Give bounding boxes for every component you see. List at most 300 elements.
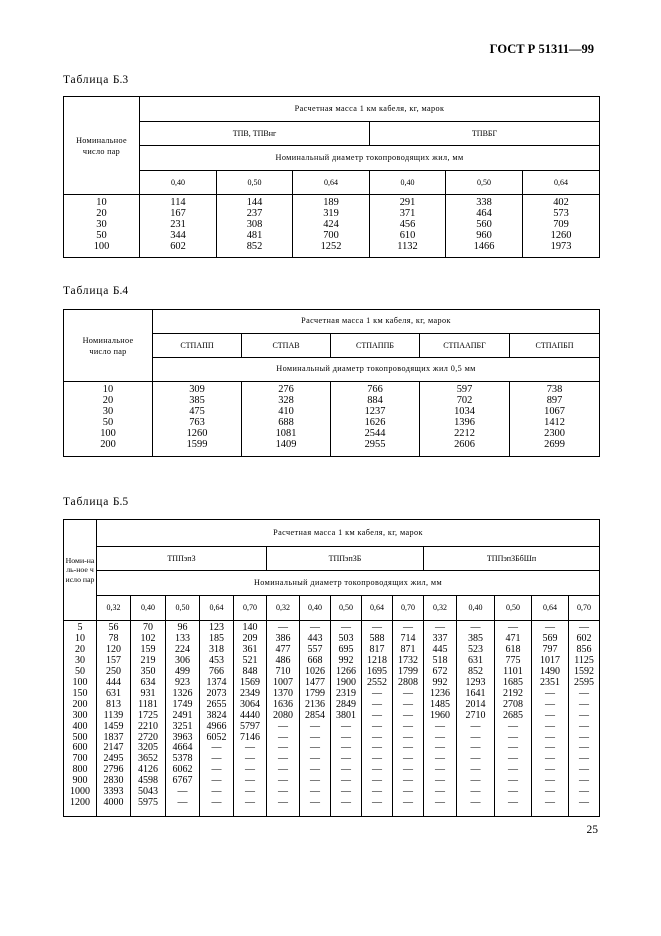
mass-value: — — [278, 731, 288, 743]
mass-value: — — [435, 731, 445, 743]
mass-value: 672 — [432, 665, 448, 677]
mass-value: 456 — [399, 219, 416, 231]
mass-value: 2655 — [206, 698, 227, 710]
mass-value: — — [278, 786, 288, 798]
mass-value: — — [508, 622, 518, 633]
mass-value: 848 — [242, 665, 258, 677]
mass-value: — — [211, 775, 222, 787]
mass-value: 2080 — [273, 709, 293, 721]
mass-value: — — [211, 742, 222, 754]
diameter-header: Номинальный диаметр токопроводящих жил, мм — [97, 571, 600, 596]
mass-value: — — [211, 764, 222, 776]
pair-count: 1000 — [70, 786, 90, 798]
table-b3 — [63, 96, 600, 258]
caption-word: Таблица — [63, 496, 110, 508]
mass-value: 5043 — [138, 786, 158, 798]
mass-value: 6062 — [172, 764, 193, 776]
mass-value: — — [579, 687, 590, 699]
mass-value: — — [177, 786, 188, 798]
mass-header: Расчетная масса 1 км кабеля, кг, марок — [140, 97, 600, 122]
mass-value: — — [403, 709, 413, 721]
mass-value: — — [372, 775, 382, 787]
mass-value: 1007 — [273, 676, 293, 688]
mass-value: 3652 — [138, 753, 158, 765]
mass-value: 1026 — [305, 665, 325, 677]
mass-value: 306 — [175, 654, 190, 666]
mass-value: 521 — [242, 654, 258, 666]
table-b5 — [63, 519, 600, 817]
value-column — [495, 621, 532, 817]
diameter-cell: 0,50 — [331, 596, 362, 621]
mass-value: — — [278, 775, 288, 787]
mass-value: — — [508, 764, 518, 776]
mass-value: — — [310, 764, 320, 776]
mass-value: — — [435, 786, 445, 798]
mass-value: 923 — [175, 676, 190, 688]
mass-value: 2685 — [503, 709, 523, 721]
mass-value: 2192 — [503, 687, 523, 699]
value-column — [267, 621, 300, 817]
mass-value: 4598 — [138, 775, 158, 787]
mass-value: — — [403, 775, 413, 787]
mass-value: 1960 — [430, 709, 450, 721]
mass-value: 1626 — [364, 417, 386, 429]
pair-count: 900 — [72, 775, 88, 787]
mass-value: 1326 — [172, 687, 193, 699]
mass-value: 1685 — [503, 676, 523, 688]
mass-value: 464 — [476, 208, 492, 220]
pair-count: 10 — [75, 632, 85, 644]
mass-value: — — [403, 753, 413, 765]
pair-count: 5 — [77, 622, 83, 633]
mass-value: — — [211, 753, 222, 765]
mass-value: 424 — [323, 219, 339, 231]
mass-value: 1466 — [473, 241, 495, 253]
pair-count: 20 — [102, 395, 114, 407]
mass-value: — — [545, 775, 555, 787]
mass-value: 610 — [399, 230, 416, 242]
mass-value: — — [372, 764, 382, 776]
mass-value: 2606 — [454, 439, 475, 451]
mass-value: — — [470, 786, 481, 798]
mass-value: — — [435, 775, 445, 787]
mass-value: 557 — [307, 643, 323, 655]
mass-value: — — [403, 786, 413, 798]
mass-value: 1459 — [103, 720, 124, 732]
mass-value: 1485 — [430, 698, 450, 710]
pair-count: 200 — [100, 439, 116, 451]
pair-count: 150 — [72, 687, 88, 699]
mass-value: — — [211, 786, 222, 798]
value-column — [569, 621, 600, 817]
mass-value: 444 — [106, 676, 121, 688]
mass-value: 1837 — [103, 731, 124, 743]
mass-value: 96 — [177, 622, 188, 633]
mass-value: — — [278, 720, 288, 732]
mass-value: 766 — [209, 665, 224, 677]
mass-value: 871 — [400, 643, 416, 655]
mass-value: 2147 — [103, 742, 124, 754]
value-column — [97, 621, 131, 817]
mass-value: 1799 — [305, 687, 325, 699]
mass-value: — — [545, 720, 555, 732]
mass-value: — — [278, 622, 288, 633]
mass-value: 2300 — [544, 428, 565, 440]
mass-value: 2552 — [367, 676, 387, 688]
mass-value: — — [508, 797, 518, 809]
mass-value: 797 — [542, 643, 558, 655]
mass-value: — — [579, 764, 590, 776]
document-code: ГОСТ Р 51311—99 — [489, 42, 594, 56]
pair-count: 300 — [72, 709, 88, 721]
value-column — [510, 382, 600, 457]
brand-header: СТПААПБГ — [420, 334, 510, 358]
mass-value: 738 — [546, 384, 563, 395]
mass-value: 102 — [140, 632, 156, 644]
mass-value: 453 — [209, 654, 224, 666]
mass-value: 133 — [175, 632, 190, 644]
mass-value: 2212 — [454, 428, 475, 440]
mass-value: 486 — [275, 654, 291, 666]
mass-value: — — [579, 775, 590, 787]
mass-value: 318 — [209, 643, 224, 655]
mass-value: — — [508, 786, 518, 798]
mass-value: 1725 — [138, 709, 158, 721]
mass-value: 817 — [369, 643, 385, 655]
mass-value: 78 — [108, 632, 119, 644]
mass-value: 560 — [476, 219, 492, 231]
value-column — [532, 621, 569, 817]
mass-value: — — [403, 687, 413, 699]
brand-header: ТППэпЗ — [97, 547, 267, 571]
mass-value: 1252 — [320, 241, 342, 253]
mass-value: — — [372, 709, 382, 721]
mass-value: 123 — [209, 622, 224, 633]
mass-value: — — [372, 797, 382, 809]
mass-value: — — [470, 622, 481, 633]
mass-value: 2495 — [103, 753, 124, 765]
mass-value: 1599 — [186, 439, 208, 451]
brand-header: СТПАПБП — [510, 334, 600, 358]
mass-value: 144 — [246, 197, 263, 208]
diameter-cell: 0,70 — [569, 596, 600, 621]
mass-value: — — [177, 797, 188, 809]
mass-value: — — [470, 731, 481, 743]
table-b5-caption — [63, 496, 128, 508]
mass-value: 319 — [323, 208, 339, 220]
mass-value: — — [403, 797, 413, 809]
mass-value: — — [278, 753, 288, 765]
mass-value: — — [245, 797, 255, 809]
mass-value: 2210 — [138, 720, 158, 732]
pair-count: 10 — [102, 384, 114, 395]
diameter-cell: 0,64 — [532, 596, 569, 621]
page-number: 25 — [586, 824, 598, 836]
mass-value: 766 — [367, 384, 383, 395]
mass-value: — — [372, 731, 382, 743]
mass-value: 2014 — [465, 698, 486, 710]
mass-value: — — [470, 753, 481, 765]
mass-value: 344 — [170, 230, 186, 242]
brand-header: ТПВБГ — [370, 122, 600, 146]
mass-value: — — [545, 786, 555, 798]
mass-value: — — [435, 753, 445, 765]
diameter-row — [64, 171, 600, 195]
mass-value: — — [579, 797, 590, 809]
mass-value: — — [508, 742, 518, 754]
value-column — [362, 621, 393, 817]
mass-value: 3251 — [172, 720, 193, 732]
mass-value: 499 — [175, 665, 190, 677]
mass-value: 3393 — [103, 786, 124, 798]
mass-value: 328 — [278, 395, 294, 407]
mass-value: 618 — [505, 643, 521, 655]
mass-value: 361 — [242, 643, 258, 655]
mass-value: 602 — [170, 241, 186, 253]
brand-header: СТПАПП — [153, 334, 242, 358]
mass-value: 1125 — [574, 654, 594, 666]
mass-value: — — [341, 731, 351, 743]
mass-value: 2699 — [544, 439, 565, 451]
mass-value: 2710 — [465, 709, 486, 721]
mass-value: 700 — [323, 230, 339, 242]
mass-value: 775 — [505, 654, 521, 666]
value-column — [293, 195, 370, 258]
value-column — [234, 621, 267, 817]
mass-value: 1374 — [206, 676, 227, 688]
mass-value: — — [545, 764, 555, 776]
mass-value: — — [470, 775, 481, 787]
mass-value: 702 — [456, 395, 473, 407]
diameter-cell: 0,64 — [200, 596, 234, 621]
mass-value: 3824 — [206, 709, 227, 721]
mass-value: 5797 — [240, 720, 260, 732]
mass-value: 276 — [278, 384, 294, 395]
mass-value: 445 — [432, 643, 448, 655]
mass-value: 931 — [140, 687, 156, 699]
mass-value: — — [341, 775, 351, 787]
pair-count: 30 — [96, 219, 107, 231]
value-column — [217, 195, 293, 258]
mass-value: 2491 — [172, 709, 193, 721]
mass-value: — — [403, 764, 413, 776]
value-column — [457, 621, 495, 817]
mass-value: 385 — [468, 632, 483, 644]
caption-word: Таблица — [63, 285, 110, 297]
mass-value: — — [508, 775, 518, 787]
brand-header: ТППэпЗБбШп — [424, 547, 600, 571]
mass-value: 631 — [468, 654, 483, 666]
pairs-cell — [64, 195, 140, 258]
value-column — [331, 621, 362, 817]
mass-value: 1695 — [367, 665, 387, 677]
mass-value: — — [310, 742, 320, 754]
value-column — [446, 195, 523, 258]
mass-value: 114 — [170, 197, 186, 208]
mass-value: 1266 — [336, 665, 356, 677]
mass-value: — — [245, 742, 255, 754]
mass-value: — — [372, 742, 382, 754]
mass-value: — — [435, 720, 445, 732]
diameter-row — [64, 596, 600, 621]
mass-value: 443 — [307, 632, 323, 644]
mass-value: 1139 — [103, 709, 124, 721]
mass-value: 1641 — [465, 687, 486, 699]
mass-value: 1081 — [275, 428, 297, 440]
table-b3-caption — [63, 74, 128, 86]
mass-value: — — [372, 698, 382, 710]
mass-value: — — [341, 786, 351, 798]
pair-count: 50 — [102, 417, 114, 429]
mass-value: — — [579, 709, 590, 721]
mass-value: 588 — [369, 632, 385, 644]
pair-count: 10 — [96, 197, 107, 208]
mass-value: 518 — [432, 654, 448, 666]
diameter-header: Номинальный диаметр токопроводящих жил, мм — [140, 146, 600, 171]
brand-header: СТПАППБ — [331, 334, 420, 358]
mass-value: 185 — [209, 632, 224, 644]
mass-value: 4126 — [138, 764, 158, 776]
mass-value: 852 — [246, 241, 263, 253]
mass-value: — — [341, 764, 351, 776]
caption-number: Б.3 — [112, 74, 129, 86]
mass-value: — — [579, 622, 590, 633]
pairs-column-header: Номинальное число пар — [64, 97, 140, 195]
brand-header: ТППэпЗБ — [267, 547, 424, 571]
mass-value: 189 — [323, 197, 339, 208]
mass-header: Расчетная масса 1 км кабеля, кг, марок — [153, 310, 600, 334]
mass-value: 475 — [189, 406, 205, 418]
diameter-cell: 0,32 — [424, 596, 457, 621]
pairs-column-header: Номи-наль-ное число пар — [64, 520, 97, 621]
mass-value: — — [245, 775, 255, 787]
mass-value: 402 — [553, 197, 569, 208]
mass-value: — — [372, 786, 382, 798]
mass-value: — — [310, 753, 320, 765]
mass-value: 5975 — [138, 797, 158, 809]
mass-value: 1749 — [172, 698, 193, 710]
value-column — [140, 195, 217, 258]
mass-value: 237 — [246, 208, 263, 220]
mass-value: 1396 — [454, 417, 475, 429]
diameter-cell: 0,50 — [166, 596, 200, 621]
mass-value: — — [435, 622, 445, 633]
mass-value: — — [372, 687, 382, 699]
mass-value: 1101 — [503, 665, 523, 677]
mass-value: 3205 — [138, 742, 158, 754]
mass-value: 1636 — [273, 698, 293, 710]
mass-value: — — [470, 797, 481, 809]
mass-value: 569 — [542, 632, 558, 644]
mass-value: 1034 — [454, 406, 475, 418]
mass-value: — — [310, 720, 320, 732]
mass-value: 1260 — [550, 230, 572, 242]
mass-value: 2808 — [398, 676, 418, 688]
mass-value: 477 — [275, 643, 291, 655]
mass-value: — — [403, 720, 413, 732]
mass-value: 231 — [170, 219, 186, 231]
mass-value: — — [545, 698, 555, 710]
pairs-cell — [64, 382, 153, 457]
mass-value: — — [470, 720, 481, 732]
mass-value: 1569 — [240, 676, 260, 688]
mass-value: 897 — [546, 395, 563, 407]
mass-value: 714 — [400, 632, 416, 644]
mass-value: 763 — [189, 417, 205, 429]
mass-value: 291 — [399, 197, 416, 208]
mass-value: — — [545, 731, 555, 743]
mass-value: — — [435, 742, 445, 754]
diameter-cell: 0,70 — [393, 596, 424, 621]
mass-value: — — [341, 742, 351, 754]
mass-header: Расчетная масса 1 км кабеля, кг, марок — [97, 520, 600, 547]
mass-value: — — [579, 753, 590, 765]
caption-number: Б.4 — [112, 285, 129, 297]
data-row — [64, 382, 600, 457]
mass-value: — — [403, 622, 413, 633]
diameter-cell: 0,40 — [300, 596, 331, 621]
mass-value: 503 — [338, 632, 354, 644]
mass-value: — — [403, 698, 413, 710]
mass-value: — — [310, 797, 320, 809]
mass-value: — — [341, 753, 351, 765]
mass-value: 852 — [468, 665, 483, 677]
mass-value: — — [545, 742, 555, 754]
mass-value: 856 — [576, 643, 592, 655]
mass-value: — — [508, 720, 518, 732]
mass-value: — — [508, 753, 518, 765]
mass-value: 167 — [170, 208, 186, 220]
brand-header: СТПАВ — [242, 334, 331, 358]
mass-value: 6767 — [172, 775, 193, 787]
value-column — [242, 382, 331, 457]
pair-count: 20 — [75, 643, 85, 655]
mass-value: — — [372, 753, 382, 765]
value-column — [420, 382, 510, 457]
mass-value: 4000 — [103, 797, 124, 809]
value-column — [331, 382, 420, 457]
mass-value: — — [579, 786, 590, 798]
mass-value: — — [245, 786, 255, 798]
table-b4 — [63, 309, 600, 457]
mass-value: 1293 — [465, 676, 486, 688]
mass-value: 338 — [476, 197, 492, 208]
mass-value: 3963 — [172, 731, 193, 743]
mass-value: 140 — [242, 622, 258, 633]
mass-value: — — [211, 797, 222, 809]
mass-value: — — [435, 764, 445, 776]
mass-value: 710 — [275, 665, 291, 677]
mass-value: 385 — [189, 395, 205, 407]
mass-value: 309 — [189, 384, 205, 395]
mass-value: 1973 — [550, 241, 572, 253]
mass-value: — — [310, 622, 320, 633]
mass-value: — — [579, 731, 590, 743]
mass-value: — — [341, 622, 351, 633]
mass-value: 224 — [175, 643, 190, 655]
mass-value: 597 — [456, 384, 473, 395]
pair-count: 500 — [72, 731, 88, 743]
mass-value: — — [579, 698, 590, 710]
mass-value: 960 — [476, 230, 492, 242]
mass-value: 481 — [246, 230, 263, 242]
pair-count: 20 — [96, 208, 107, 220]
mass-value: 2830 — [103, 775, 124, 787]
diameter-cell: 0,70 — [234, 596, 267, 621]
pairs-column-header: Номинальное число пар — [64, 310, 153, 382]
caption-number: Б.5 — [112, 496, 129, 508]
mass-value: 2073 — [206, 687, 227, 699]
